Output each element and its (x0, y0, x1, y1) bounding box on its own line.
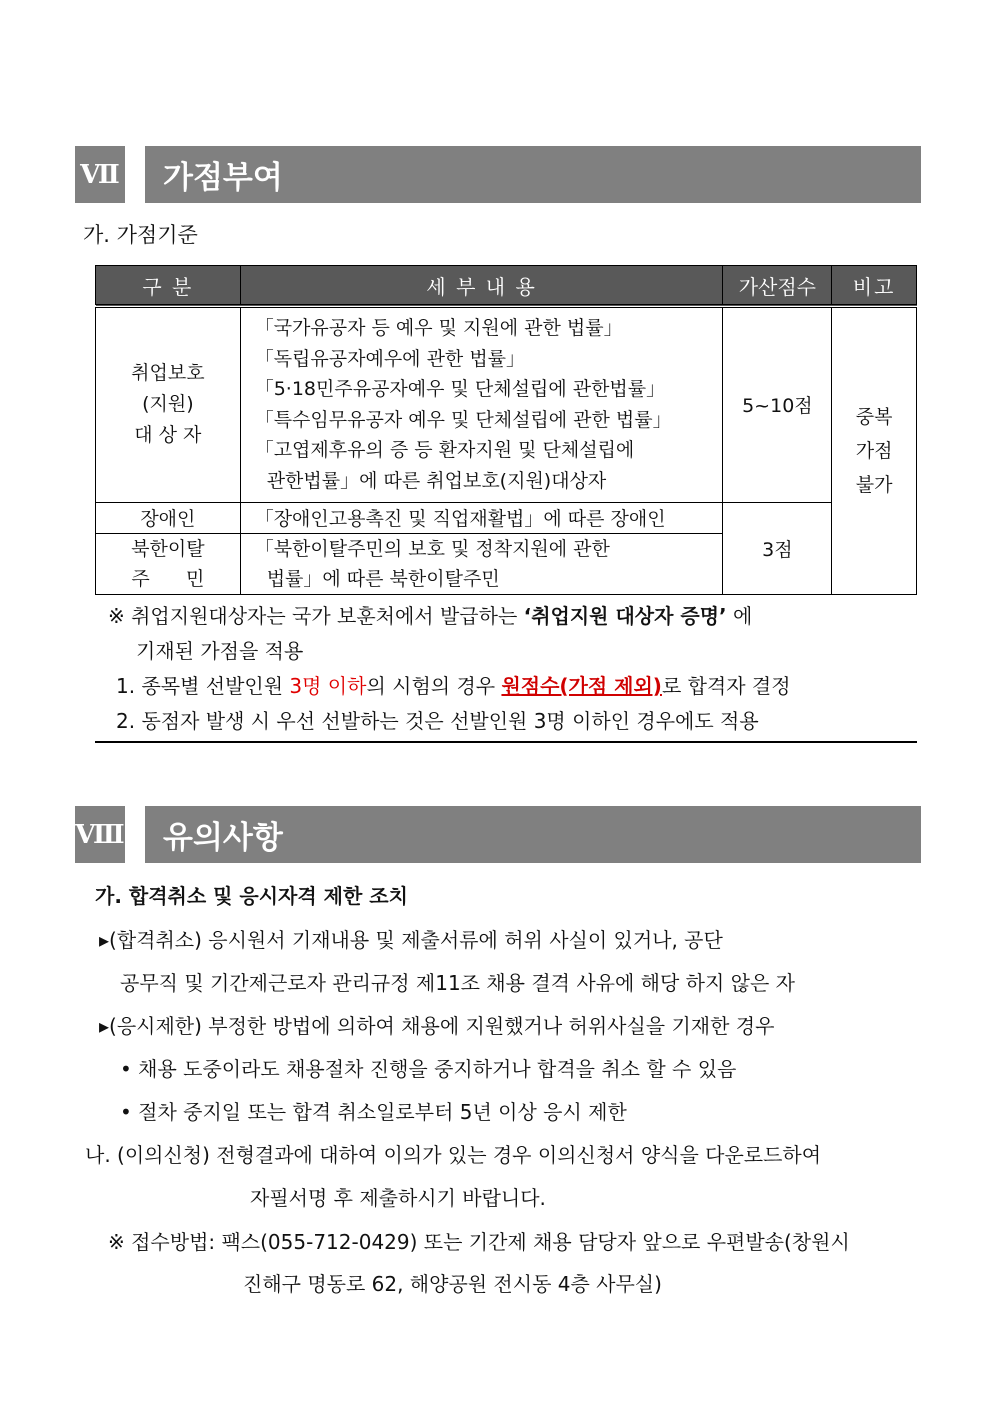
law-line: 「5·18민주유공자예우 및 단체설립에 관한법률」 (254, 378, 666, 401)
table-header-row (96, 266, 917, 307)
header-score: 가산점수 (723, 266, 832, 307)
table-row (96, 306, 917, 502)
section8-number: Ⅷ (75, 806, 125, 863)
row1-score: 5~10점 (723, 306, 832, 502)
row2-category: 장애인 (96, 502, 241, 533)
bonus-item-1 (116, 672, 791, 700)
bonus-note-bold: ‘취업지원 대상자 증명’ (523, 604, 727, 628)
bullet-cancellation-line2: 공무직 및 기간제근로자 관리규정 제11조 채용 결격 사유에 해당 하지 않은 자 (120, 971, 795, 995)
remark-line: 가점 (855, 439, 893, 462)
section8-sub-b: 나. (이의신청) 전형결과에 대하여 이의가 있는 경우 이의신청서 양식을 다운로드하여 (85, 1143, 822, 1167)
table-row (96, 502, 917, 533)
bonus-item-2: 2. 동점자 발생 시 우선 선발하는 것은 선발인원 3명 이하인 경우에도 적용 (116, 709, 759, 733)
section8-sub-a: 가. 합격취소 및 응시자격 제한 조치 (95, 884, 408, 908)
section7-number: Ⅶ (75, 146, 125, 203)
remark-line: 불가 (855, 473, 893, 496)
remark-cell (832, 306, 917, 594)
dot-item-2: • 절차 중지일 또는 합격 취소일로부터 5년 이상 응시 제한 (120, 1100, 627, 1124)
header-details: 세 부 내 용 (240, 266, 723, 307)
law-line: 「독립유공자예우에 관한 법률」 (254, 347, 526, 370)
item1-emphasis: 원점수(가점 제외) (501, 674, 662, 698)
row3-category-line: 북한이탈 (131, 537, 205, 560)
law-line: 「특수임무유공자 예우 및 단체설립에 관한 법률」 (254, 408, 672, 431)
item1-text: 로 합격자 결정 (661, 674, 791, 698)
bonus-note-suffix: 에 (726, 604, 753, 628)
row1-category (96, 306, 241, 502)
row1-category-line: 대 상 자 (134, 424, 202, 447)
submission-note-line2: 진해구 명동로 62, 해양공원 전시동 4층 사무실) (243, 1272, 662, 1296)
section7-bottom-rule (95, 741, 917, 743)
row23-score: 3점 (723, 502, 832, 594)
section8-header (75, 806, 921, 863)
law-line: 「고엽제후유의 증 등 환자지원 및 단체설립에 (254, 439, 635, 462)
item1-text: 1. 종목별 선발인원 (116, 674, 290, 698)
row1-category-line: (지원) (142, 393, 194, 416)
header-category: 구 분 (96, 266, 241, 307)
row3-category (96, 533, 241, 594)
bullet-restriction: ▸(응시제한) 부정한 방법에 의하여 채용에 지원했거나 허위사실을 기재한 경우 (99, 1014, 775, 1038)
row3-category-line: 주 민 (131, 567, 205, 590)
bonus-criteria-table (95, 265, 917, 595)
section7-header (75, 146, 921, 203)
section7-title: 가점부여 (145, 146, 921, 203)
law-line: 「북한이탈주민의 보호 및 정착지원에 관한 (254, 537, 610, 560)
bonus-note-text: ※ 취업지원대상자는 국가 보훈처에서 발급하는 (108, 604, 524, 628)
section7-subtitle: 가. 가점기준 (83, 223, 198, 247)
row2-details: 「장애인고용촉진 및 직업재활법」에 따른 장애인 (240, 502, 723, 533)
dot-item-1: • 채용 도중이라도 채용절차 진행을 중지하거나 합격을 취소 할 수 있음 (120, 1057, 737, 1081)
submission-note: ※ 접수방법: 팩스(055-712-0429) 또는 기간제 채용 담당자 앞으로 우편발송(창원시 (108, 1230, 850, 1254)
bonus-note-line2: 기재된 가점을 적용 (136, 639, 304, 663)
section8-title: 유의사항 (145, 806, 921, 863)
row1-category-line: 취업보호 (131, 362, 205, 385)
section8-sub-b-line2: 자필서명 후 제출하시기 바랍니다. (250, 1186, 546, 1210)
remark-line: 중복 (855, 405, 893, 428)
bonus-note (108, 602, 752, 630)
row1-details (240, 306, 723, 502)
header-remark: 비고 (832, 266, 917, 307)
row3-details (240, 533, 723, 594)
bullet-cancellation: ▸(합격취소) 응시원서 기재내용 및 제출서류에 허위 사실이 있거나, 공단 (99, 928, 723, 952)
item1-red: 3명 이하 (289, 674, 367, 698)
law-line: 「국가유공자 등 예우 및 지원에 관한 법률」 (254, 317, 623, 340)
law-line: 법률」에 따른 북한이탈주민 (266, 567, 500, 590)
law-line: 관한법률」에 따른 취업보호(지원)대상자 (266, 469, 607, 492)
item1-text: 의 시험의 경우 (366, 674, 502, 698)
